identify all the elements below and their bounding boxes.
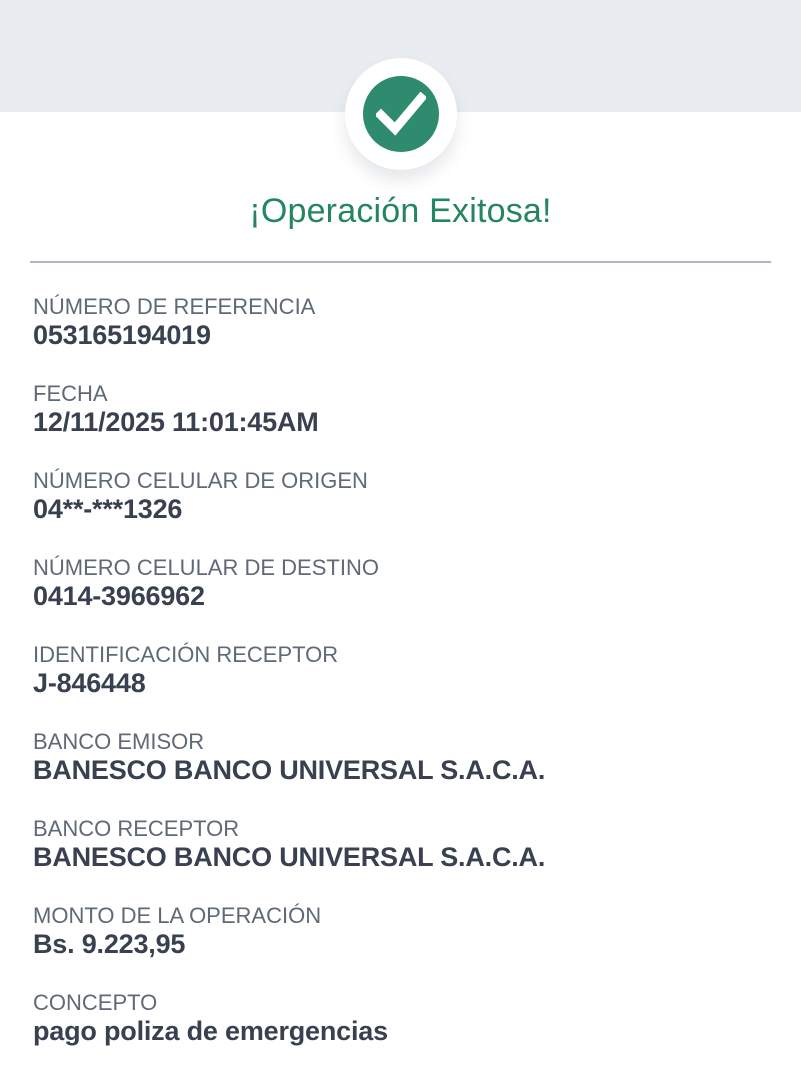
receipt-field <box>33 381 773 437</box>
field-value: BANESCO BANCO UNIVERSAL S.A.C.A. <box>33 842 546 872</box>
field-label: BANCO EMISOR <box>33 729 205 754</box>
field-label: FECHA <box>33 381 108 406</box>
receipt-field <box>33 990 773 1046</box>
field-value: BANESCO BANCO UNIVERSAL S.A.C.A. <box>33 755 546 785</box>
field-value: pago poliza de emergencias <box>33 1016 388 1046</box>
field-value: 12/11/2025 11:01:45AM <box>33 407 319 437</box>
receipt-field <box>33 729 773 785</box>
field-value: 04**-***1326 <box>33 494 183 524</box>
field-label: BANCO RECEPTOR <box>33 816 240 841</box>
divider <box>30 261 771 263</box>
field-value: 0414-3966962 <box>33 581 205 611</box>
receipt-field <box>33 294 773 350</box>
field-value: 053165194019 <box>33 320 211 350</box>
success-title: ¡Operación Exitosa! <box>249 192 552 230</box>
receipt-field <box>33 642 773 698</box>
success-icon-badge <box>345 58 457 170</box>
receipt-field <box>33 468 773 524</box>
field-value: J-846448 <box>33 668 146 698</box>
receipt-field <box>33 903 773 959</box>
field-label: NÚMERO CELULAR DE DESTINO <box>33 555 379 580</box>
field-label: NÚMERO CELULAR DE ORIGEN <box>33 468 368 493</box>
field-label: CONCEPTO <box>33 990 158 1015</box>
check-circle <box>363 76 439 152</box>
field-label: NÚMERO DE REFERENCIA <box>33 294 316 319</box>
check-icon <box>376 92 426 136</box>
receipt-field <box>33 555 773 611</box>
field-label: MONTO DE LA OPERACIÓN <box>33 903 322 928</box>
receipt-fields <box>33 294 773 1077</box>
field-value: Bs. 9.223,95 <box>33 929 186 959</box>
receipt-field <box>33 816 773 872</box>
field-label: IDENTIFICACIÓN RECEPTOR <box>33 642 339 667</box>
